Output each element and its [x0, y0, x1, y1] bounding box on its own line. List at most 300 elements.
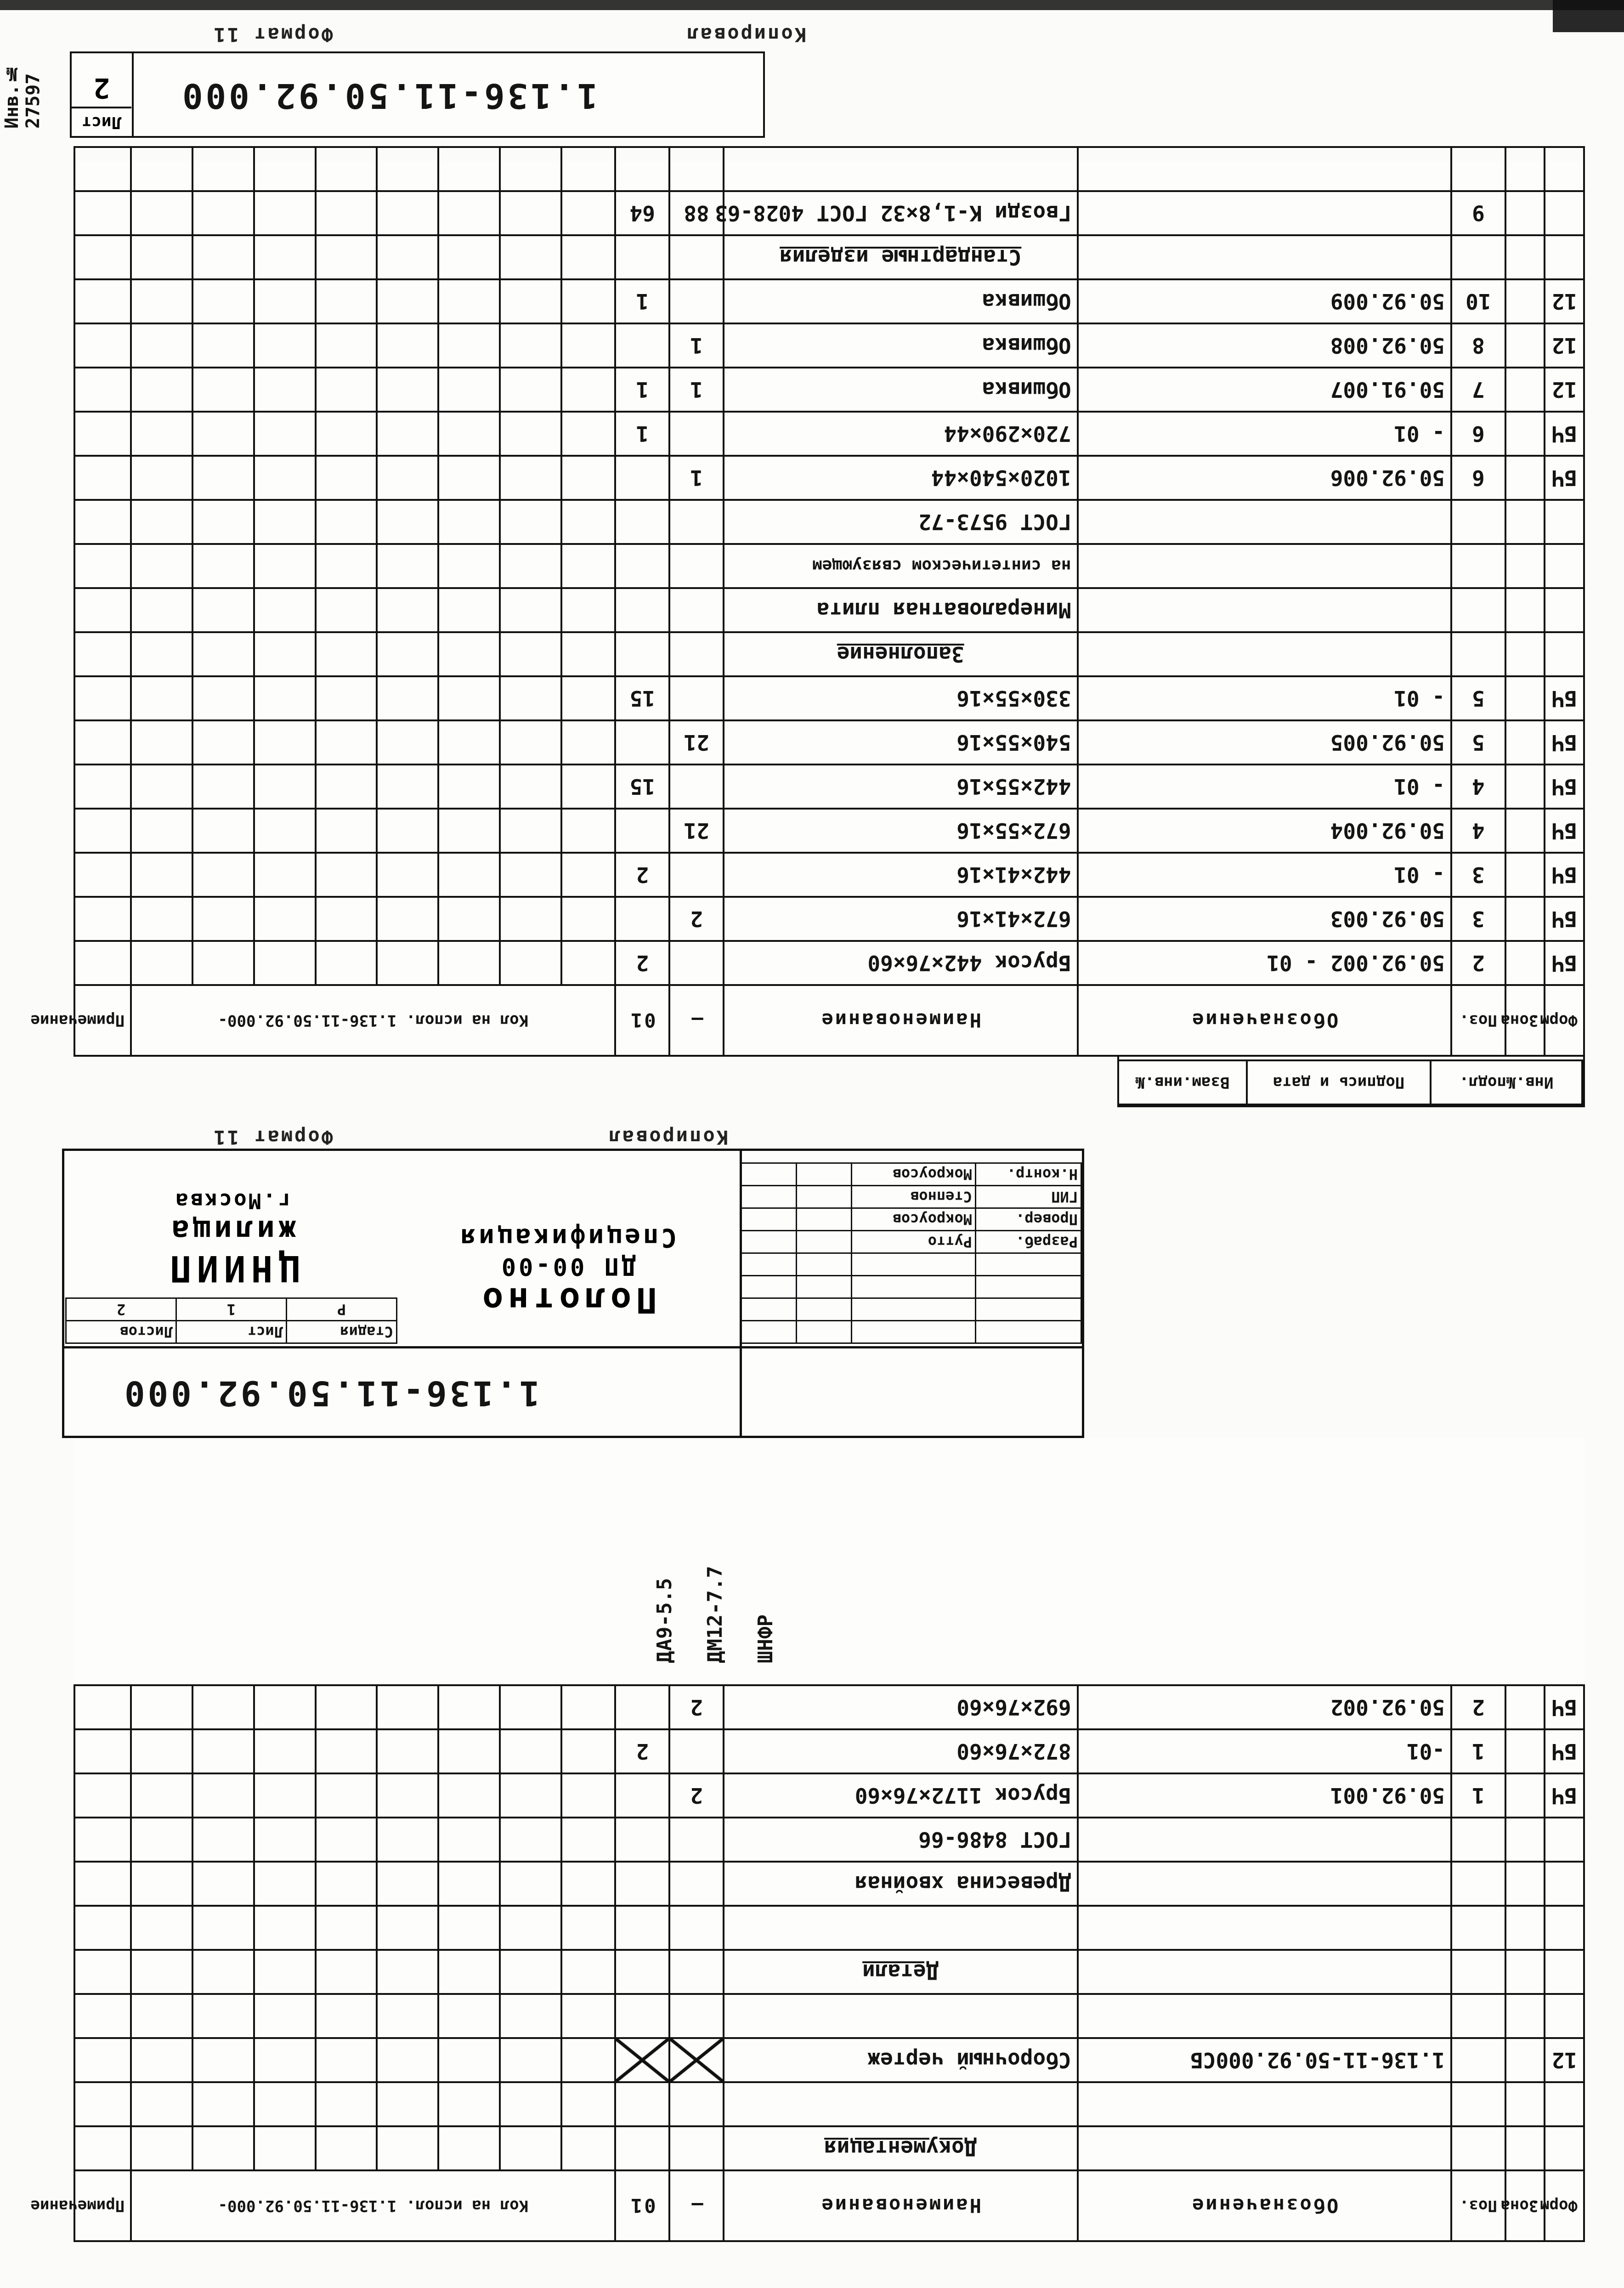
cell-qty-extra [131, 368, 192, 412]
cell-zone [1505, 323, 1545, 368]
table-row [74, 191, 1584, 235]
cell-qty-01 [615, 720, 669, 765]
cell-name [724, 1994, 1078, 2038]
cell-designation: 50.92.006 [1078, 456, 1451, 500]
cell-qty-dash [669, 279, 724, 323]
cell-zone [1505, 279, 1545, 323]
cell-note [74, 2126, 131, 2170]
cell-qty-dash [669, 412, 724, 456]
stamp-role-row [741, 1231, 1081, 1253]
col-qty-dash: – [669, 985, 724, 1056]
cell-qty-extra [438, 412, 500, 456]
cell-qty-extra [131, 1950, 192, 1994]
cell-name: 442×41×16 [724, 853, 1078, 897]
cell-qty-extra [254, 500, 316, 544]
cell-qty-extra [316, 279, 377, 323]
stamp-role-row [741, 1186, 1081, 1208]
cell-format: БЧ [1545, 1773, 1584, 1818]
table-row [74, 1906, 1584, 1950]
cell-qty-extra [500, 323, 561, 368]
cell-designation: -01 [1078, 1729, 1451, 1773]
cell-pos [1451, 235, 1505, 279]
cell-qty-extra [438, 368, 500, 412]
cell-qty-extra [131, 279, 192, 323]
cell-qty-extra [254, 235, 316, 279]
cell-qty-extra [377, 1906, 438, 1950]
cell-qty-extra [131, 500, 192, 544]
table-row [74, 412, 1584, 456]
role-person: Мокроусов [852, 1163, 976, 1186]
cell-qty-extra [500, 765, 561, 809]
cell-qty-extra [500, 412, 561, 456]
cell-format: БЧ [1545, 456, 1584, 500]
cell-qty-extra [377, 1950, 438, 1994]
table-row [74, 2126, 1584, 2170]
cell-zone [1505, 941, 1545, 985]
stamp-empty-cell [852, 1321, 976, 1343]
cell-qty-extra [500, 279, 561, 323]
role-person: Рутто [852, 1231, 976, 1253]
cell-qty-extra [500, 2038, 561, 2082]
cell-qty-dash: 88 [669, 191, 724, 235]
cell-qty-extra [131, 147, 192, 191]
cell-designation [1078, 191, 1451, 235]
cell-format [1545, 2126, 1584, 2170]
cell-qty-extra [192, 1906, 254, 1950]
cell-note [74, 765, 131, 809]
cell-qty-extra [131, 588, 192, 632]
cell-format: 12 [1545, 279, 1584, 323]
cell-name: Документация [724, 2126, 1078, 2170]
cell-designation: 50.92.003 [1078, 897, 1451, 941]
cell-name: Заполнение [724, 632, 1078, 676]
cell-qty-extra [561, 1950, 616, 1994]
cell-qty-extra [438, 897, 500, 941]
cell-qty-extra [131, 720, 192, 765]
cell-qty-extra [500, 2082, 561, 2126]
cell-designation: 50.91.007 [1078, 368, 1451, 412]
cell-qty-extra [254, 412, 316, 456]
sheets-value: 2 [66, 1298, 176, 1321]
stamp-empty-cell [976, 1276, 1081, 1298]
cell-format [1545, 1906, 1584, 1950]
cell-name [724, 2082, 1078, 2126]
cell-qty-extra [131, 412, 192, 456]
col-format: Форм. [1545, 2170, 1584, 2241]
cell-qty-extra [131, 941, 192, 985]
cell-zone [1505, 1906, 1545, 1950]
cell-qty-extra [561, 147, 616, 191]
table-row [74, 588, 1584, 632]
cell-qty-extra [254, 588, 316, 632]
material-code: ДМ12-7.7 [703, 1566, 727, 1663]
cell-qty-extra [316, 676, 377, 720]
cell-qty-extra [192, 1729, 254, 1773]
cell-qty-extra [561, 412, 616, 456]
cell-qty-extra [438, 1773, 500, 1818]
cell-qty-extra [377, 588, 438, 632]
table-row [74, 1685, 1584, 1729]
cell-name: 720×290×44 [724, 412, 1078, 456]
stamp-roles [741, 1162, 1082, 1344]
cell-qty-extra [561, 1862, 616, 1906]
cell-qty-dash [669, 2082, 724, 2126]
sheet-label-2: Лист [72, 107, 131, 136]
cell-qty-extra [254, 765, 316, 809]
stamp-empty-cell [976, 1321, 1081, 1343]
col-zone: Зона [1505, 2170, 1545, 2241]
cell-qty-extra [131, 1862, 192, 1906]
designation-sheet2: 1.136-11.50.92.000 [180, 76, 598, 115]
table-row [74, 368, 1584, 412]
cell-qty-extra [316, 765, 377, 809]
cell-qty-extra [254, 1906, 316, 1950]
cell-qty-extra [561, 676, 616, 720]
cell-qty-extra [500, 1729, 561, 1773]
cell-qty-extra [192, 1685, 254, 1729]
cell-qty-extra [316, 941, 377, 985]
cell-qty-extra [438, 147, 500, 191]
stage-value: Р [287, 1298, 397, 1321]
cell-designation [1078, 544, 1451, 588]
role-person: Мокроусов [852, 1208, 976, 1231]
cell-qty-extra [377, 720, 438, 765]
cell-qty-extra [316, 1862, 377, 1906]
cell-qty-extra [500, 676, 561, 720]
stamp-empty-cell [852, 1298, 976, 1321]
cell-pos [1451, 588, 1505, 632]
inventory-number: Инв.№ 27597 [1, 63, 44, 129]
cell-pos: 5 [1451, 720, 1505, 765]
cell-qty-extra [254, 632, 316, 676]
cell-pos: 5 [1451, 676, 1505, 720]
sheet2-table [30, 146, 1585, 1057]
cell-qty-01 [615, 235, 669, 279]
cell-qty-extra [131, 1994, 192, 2038]
stamp-empty-cell [797, 1298, 852, 1321]
cell-qty-extra [377, 147, 438, 191]
title-line3: Спецификация [458, 1223, 677, 1252]
cell-qty-extra [316, 632, 377, 676]
cell-qty-extra [316, 588, 377, 632]
cell-qty-extra [131, 853, 192, 897]
cell-qty-extra [316, 1906, 377, 1950]
cell-name: Обшивка [724, 279, 1078, 323]
cell-zone [1505, 544, 1545, 588]
cell-format: БЧ [1545, 897, 1584, 941]
cell-qty-extra [192, 412, 254, 456]
cell-qty-01 [615, 1685, 669, 1729]
material-code: ШНФР [754, 1614, 777, 1663]
cell-format: БЧ [1545, 720, 1584, 765]
cell-qty-extra [254, 1818, 316, 1862]
cell-qty-extra [377, 456, 438, 500]
cell-qty-dash [669, 853, 724, 897]
cell-qty-extra [561, 2038, 616, 2082]
cell-qty-01: 64 [615, 191, 669, 235]
cell-qty-dash [669, 544, 724, 588]
cell-zone [1505, 588, 1545, 632]
cell-qty-01 [615, 1862, 669, 1906]
cell-qty-extra [561, 809, 616, 853]
cell-qty-extra [254, 323, 316, 368]
designation-main: 1.136-11.50.92.000 [122, 1373, 540, 1413]
cell-qty-01 [615, 1994, 669, 2038]
cell-note [74, 1729, 131, 1773]
table-row [74, 1818, 1584, 1862]
cell-qty-extra [377, 1773, 438, 1818]
cell-designation: 50.92.009 [1078, 279, 1451, 323]
cell-zone [1505, 1685, 1545, 1729]
cell-zone [1505, 412, 1545, 456]
cell-qty-extra [561, 323, 616, 368]
cell-designation: 50.92.008 [1078, 323, 1451, 368]
sheets-label: Листов [66, 1321, 176, 1343]
cell-note [74, 456, 131, 500]
cell-qty-extra [254, 809, 316, 853]
cell-name: Брусок 442×76×60 [724, 941, 1078, 985]
table-row [74, 2038, 1584, 2082]
cell-qty-extra [500, 147, 561, 191]
cell-pos: 1 [1451, 1729, 1505, 1773]
table-row [74, 809, 1584, 853]
cell-qty-extra [500, 1906, 561, 1950]
cell-pos [1451, 632, 1505, 676]
col-pos: Поз. [1451, 2170, 1505, 2241]
cell-qty-extra [192, 147, 254, 191]
cell-qty-01 [615, 1773, 669, 1818]
cell-qty-extra [500, 1685, 561, 1729]
cell-pos: 10 [1451, 279, 1505, 323]
cell-designation: 50.92.004 [1078, 809, 1451, 853]
cell-designation: - 01 [1078, 412, 1451, 456]
cell-note [74, 1773, 131, 1818]
cell-format: БЧ [1545, 941, 1584, 985]
cell-zone [1505, 676, 1545, 720]
cell-note [74, 720, 131, 765]
cell-name: Древесина хвойная [724, 1862, 1078, 1906]
table-row [74, 544, 1584, 588]
cell-pos: 2 [1451, 941, 1505, 985]
cell-note [74, 853, 131, 897]
table-row [74, 897, 1584, 941]
cell-format: БЧ [1545, 1685, 1584, 1729]
col-designation: Обозначение [1078, 2170, 1451, 2241]
table-row [74, 720, 1584, 765]
cell-zone [1505, 456, 1545, 500]
cell-qty-dash [669, 147, 724, 191]
cell-format: 12 [1545, 323, 1584, 368]
cell-qty-extra [192, 897, 254, 941]
cell-qty-dash: 2 [669, 1685, 724, 1729]
cell-qty-extra [377, 632, 438, 676]
cell-qty-01: 15 [615, 765, 669, 809]
cell-format: 12 [1545, 368, 1584, 412]
sheet1-table [30, 1684, 1585, 2242]
cell-name: Минераловатная плита [724, 588, 1078, 632]
cell-qty-extra [377, 544, 438, 588]
cell-qty-extra [377, 1994, 438, 2038]
col-note: Примечание [74, 985, 131, 1056]
cell-qty-extra [438, 2126, 500, 2170]
stamp-empty-row [741, 1276, 1081, 1298]
cell-designation: 50.92.005 [1078, 720, 1451, 765]
stamp-role-row [741, 1163, 1081, 1186]
cell-qty-extra [192, 500, 254, 544]
cell-qty-01 [615, 1950, 669, 1994]
cell-note [74, 412, 131, 456]
cell-qty-extra [192, 632, 254, 676]
cell-name: Обшивка [724, 368, 1078, 412]
cell-qty-extra [500, 1773, 561, 1818]
cell-name: Обшивка [724, 323, 1078, 368]
cell-qty-extra [500, 1994, 561, 2038]
org-line2: жилища [168, 1213, 296, 1247]
cell-format [1545, 2082, 1584, 2126]
role-title: Разраб. [976, 1231, 1081, 1253]
cell-name: 672×41×16 [724, 897, 1078, 941]
cell-name: 442×55×16 [724, 765, 1078, 809]
cell-qty-extra [254, 456, 316, 500]
cell-zone [1505, 147, 1545, 191]
cell-zone [1505, 1950, 1545, 1994]
cell-qty-extra [500, 456, 561, 500]
cell-qty-extra [254, 368, 316, 412]
footer-cells [1117, 1059, 1583, 1105]
material-codes [622, 1525, 781, 1668]
cell-note [74, 1818, 131, 1862]
cell-qty-extra [131, 2038, 192, 2082]
cell-qty-01: 1 [615, 279, 669, 323]
role-date [741, 1163, 797, 1186]
cell-designation [1078, 2126, 1451, 2170]
cell-format: БЧ [1545, 412, 1584, 456]
cell-qty-extra [500, 544, 561, 588]
format-caption [212, 1126, 333, 1149]
cell-qty-extra [254, 544, 316, 588]
cell-name: 330×55×16 [724, 676, 1078, 720]
cell-qty-01 [615, 544, 669, 588]
cell-qty-extra [316, 147, 377, 191]
cell-qty-extra [561, 588, 616, 632]
cell-qty-01 [615, 588, 669, 632]
col-qty-label: Кол на испол. 1.136-11.50.92.000- [131, 985, 615, 1056]
cell-note [74, 588, 131, 632]
cell-qty-extra [500, 720, 561, 765]
stamp-empty-cell [741, 1321, 797, 1343]
stamp-empty-cell [741, 1276, 797, 1298]
cell-format [1545, 632, 1584, 676]
cell-qty-extra [316, 1950, 377, 1994]
cell-qty-extra [438, 1950, 500, 1994]
cell-qty-extra [316, 500, 377, 544]
cell-qty-extra [438, 1994, 500, 2038]
cell-designation [1078, 500, 1451, 544]
stamp-empty-cell [797, 1321, 852, 1343]
cell-name: на синтетическом связующем [724, 544, 1078, 588]
stage-label: Стадия [287, 1321, 397, 1343]
cell-qty-extra [377, 809, 438, 853]
cell-qty-extra [316, 412, 377, 456]
cell-qty-dash: 2 [669, 897, 724, 941]
stamp-empty-row [741, 1253, 1081, 1276]
cell-qty-extra [377, 941, 438, 985]
cell-qty-extra [500, 588, 561, 632]
cell-qty-01: 2 [615, 1729, 669, 1773]
cell-pos: 3 [1451, 853, 1505, 897]
col-qty-01: 01 [615, 985, 669, 1056]
cell-format [1545, 1862, 1584, 1906]
cell-name: Гвозди К-1,8×32 ГОСТ 4028-63 [724, 191, 1078, 235]
cell-zone [1505, 1818, 1545, 1862]
cell-qty-dash [669, 500, 724, 544]
cell-qty-extra [561, 456, 616, 500]
cell-qty-extra [192, 279, 254, 323]
cell-qty-extra [131, 676, 192, 720]
cell-designation [1078, 1862, 1451, 1906]
sheet2-rows [74, 147, 1584, 985]
cell-name: Брусок 1172×76×60 [724, 1773, 1078, 1818]
cell-qty-extra [131, 1729, 192, 1773]
role-signature [797, 1231, 852, 1253]
cell-qty-extra [316, 323, 377, 368]
stamp-role-row [741, 1208, 1081, 1231]
cell-qty-extra [377, 323, 438, 368]
cell-name: 692×76×60 [724, 1685, 1078, 1729]
cell-format [1545, 1818, 1584, 1862]
cell-name: 1020×540×44 [724, 456, 1078, 500]
cell-qty-extra [561, 1994, 616, 2038]
cell-qty-extra [131, 897, 192, 941]
cell-qty-extra [561, 853, 616, 897]
cell-qty-extra [500, 853, 561, 897]
cell-qty-extra [192, 2082, 254, 2126]
cell-format [1545, 544, 1584, 588]
col-pos: Поз. [1451, 985, 1505, 1056]
cell-qty-extra [377, 368, 438, 412]
cell-qty-extra [438, 544, 500, 588]
role-title: Н.контр. [976, 1163, 1081, 1186]
copy-caption [607, 1126, 728, 1149]
cell-qty-01 [615, 2082, 669, 2126]
cell-qty-extra [438, 2082, 500, 2126]
cell-qty-dash: 1 [669, 368, 724, 412]
role-signature [797, 1163, 852, 1186]
cell-qty-extra [377, 279, 438, 323]
cell-qty-dash [669, 1818, 724, 1862]
table-row [74, 632, 1584, 676]
cell-qty-extra [254, 720, 316, 765]
cell-format [1545, 1994, 1584, 2038]
table-row [74, 1773, 1584, 1818]
cell-qty-extra [254, 1994, 316, 2038]
footer-inv: Инв.№подл. [1431, 1060, 1582, 1104]
cell-qty-extra [500, 235, 561, 279]
cell-qty-extra [438, 676, 500, 720]
cell-qty-01 [615, 323, 669, 368]
cell-pos: 2 [1451, 1685, 1505, 1729]
footer-sign: Подпись и дата [1247, 1060, 1431, 1104]
cell-qty-dash [669, 235, 724, 279]
cell-qty-extra [316, 853, 377, 897]
cell-format [1545, 191, 1584, 235]
cell-qty-01: 15 [615, 676, 669, 720]
table-row [74, 147, 1584, 191]
cell-qty-extra [438, 1818, 500, 1862]
cell-designation [1078, 147, 1451, 191]
cell-qty-extra [438, 588, 500, 632]
cell-qty-dash [669, 2126, 724, 2170]
